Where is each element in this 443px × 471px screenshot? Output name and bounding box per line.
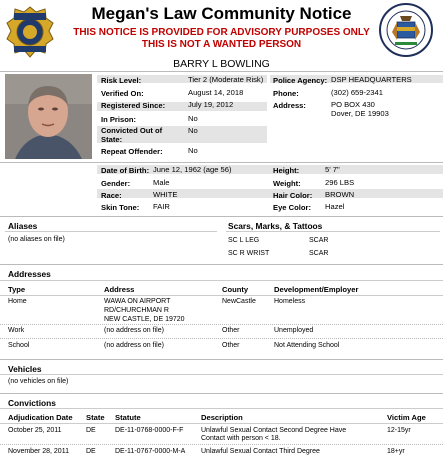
skin-tone-value: FAIR (153, 202, 170, 211)
weight-value: 296 LBS (325, 178, 355, 187)
state-seal-logo (378, 2, 434, 58)
gender-label: Gender: (101, 179, 131, 188)
scars-heading: Scars, Marks, & Tattoos (228, 221, 323, 231)
address-type: School (8, 342, 30, 349)
risk-level-label: Risk Level: (101, 76, 142, 85)
registered-label: Registered Since: (101, 101, 166, 110)
phone-value: (302) 659-2341 (331, 88, 383, 97)
conviction-statute: DE-11-0767-0000-M-A (115, 448, 186, 455)
conviction-date: October 25, 2011 (8, 427, 62, 434)
address-col-county: County (222, 285, 249, 294)
conviction-state: DE (86, 427, 96, 434)
race-value: WHITE (153, 190, 178, 199)
address-col-address: Address (104, 285, 135, 294)
aliases-heading: Aliases (8, 221, 38, 231)
offender-name: BARRY L BOWLING (173, 58, 270, 70)
in-prison-label: In Prison: (101, 115, 137, 124)
weight-label: Weight: (273, 179, 301, 188)
address-county: NewCastle (222, 298, 256, 305)
phone-label: Phone: (273, 89, 299, 98)
verified-value: August 14, 2018 (188, 88, 244, 97)
conviction-victim-age: 12-15yr (387, 427, 411, 434)
conviction-col-statute: Statute (115, 413, 141, 422)
vehicles-heading: Vehicles (8, 364, 42, 374)
aliases-empty: (no aliases on file) (8, 236, 65, 243)
race-label: Race: (101, 191, 122, 200)
addresses-heading: Addresses (8, 269, 51, 279)
conviction-description: Unlawful Sexual Contact Second Degree Have (201, 427, 347, 434)
skin-tone-label: Skin Tone: (101, 203, 140, 212)
verified-label: Verified On: (101, 89, 144, 98)
conviction-col-state: State (86, 413, 105, 422)
address-type: Home (8, 298, 27, 305)
address-col-development: Development/Employer (274, 285, 359, 294)
scar-type: SCAR (309, 250, 329, 257)
repeat-offender-label: Repeat Offender: (101, 147, 163, 156)
conviction-col-date: Adjudication Date (8, 413, 73, 422)
gender-value: Male (153, 178, 170, 187)
address-line: (no address on file) (104, 342, 164, 349)
page-title: Megan's Law Community Notice (91, 4, 352, 23)
vehicles-empty: (no vehicles on file) (8, 378, 69, 385)
not-wanted-warning: THIS IS NOT A WANTED PERSON (141, 39, 302, 50)
dob-value: June 12, 1962 (age 56) (153, 165, 232, 174)
address-line: (no address on file) (104, 327, 164, 334)
conviction-state: DE (86, 448, 96, 455)
scar-location: SC R WRIST (228, 250, 270, 257)
convicted-out-label: Convicted Out of State: (101, 126, 163, 144)
repeat-offender-value: No (188, 146, 198, 155)
conviction-statute: DE-11-0768-0000-F-F (115, 427, 184, 434)
address-county: Other (222, 327, 240, 334)
agency-address-line1: PO BOX 430 (331, 100, 375, 109)
address-line: RD/CHURCHMAN R (104, 307, 169, 314)
risk-level-value: Tier 2 (Moderate Risk) (188, 75, 264, 84)
conviction-description: Contact with person < 18. (201, 435, 281, 442)
address-county: Other (222, 342, 240, 349)
address-line: NEW CASTLE, DE 19720 (104, 316, 185, 323)
convicted-out-value: No (188, 126, 198, 135)
offender-photo (5, 74, 92, 159)
registered-value: July 19, 2012 (188, 100, 234, 109)
conviction-col-description: Description (201, 413, 243, 422)
scar-type: SCAR (309, 237, 329, 244)
address-development: Homeless (274, 298, 306, 305)
height-label: Height: (273, 166, 300, 175)
address-development: Not Attending School (274, 342, 340, 349)
advisory-warning: THIS NOTICE IS PROVIDED FOR ADVISORY PURPOSES ONLY (73, 27, 370, 38)
conviction-victim-age: 18+yr (387, 448, 405, 455)
agency-address-line2: Dover, DE 19903 (331, 109, 389, 118)
agency-address-label: Address: (273, 101, 306, 110)
in-prison-value: No (188, 114, 198, 123)
convictions-heading: Convictions (8, 398, 56, 408)
scar-location: SC L LEG (228, 237, 260, 244)
hair-color-label: Hair Color: (273, 191, 313, 200)
conviction-col-victim-age: Victim Age (387, 413, 426, 422)
dob-label: Date of Birth: (101, 166, 150, 175)
height-value: 5' 7" (325, 165, 340, 174)
conviction-description: Unlawful Sexual Contact Third Degree (201, 448, 320, 455)
address-type: Work (8, 327, 25, 334)
address-development: Unemployed (274, 327, 314, 334)
eye-color-label: Eye Color: (273, 203, 311, 212)
police-agency-label: Police Agency: (273, 76, 328, 85)
eye-color-value: Hazel (325, 202, 345, 211)
police-agency-value: DSP HEADQUARTERS (331, 75, 412, 84)
conviction-date: November 28, 2011 (8, 448, 69, 455)
address-line: WAWA ON AIRPORT (104, 298, 171, 305)
address-col-type: Type (8, 285, 26, 294)
hair-color-value: BROWN (325, 190, 355, 199)
